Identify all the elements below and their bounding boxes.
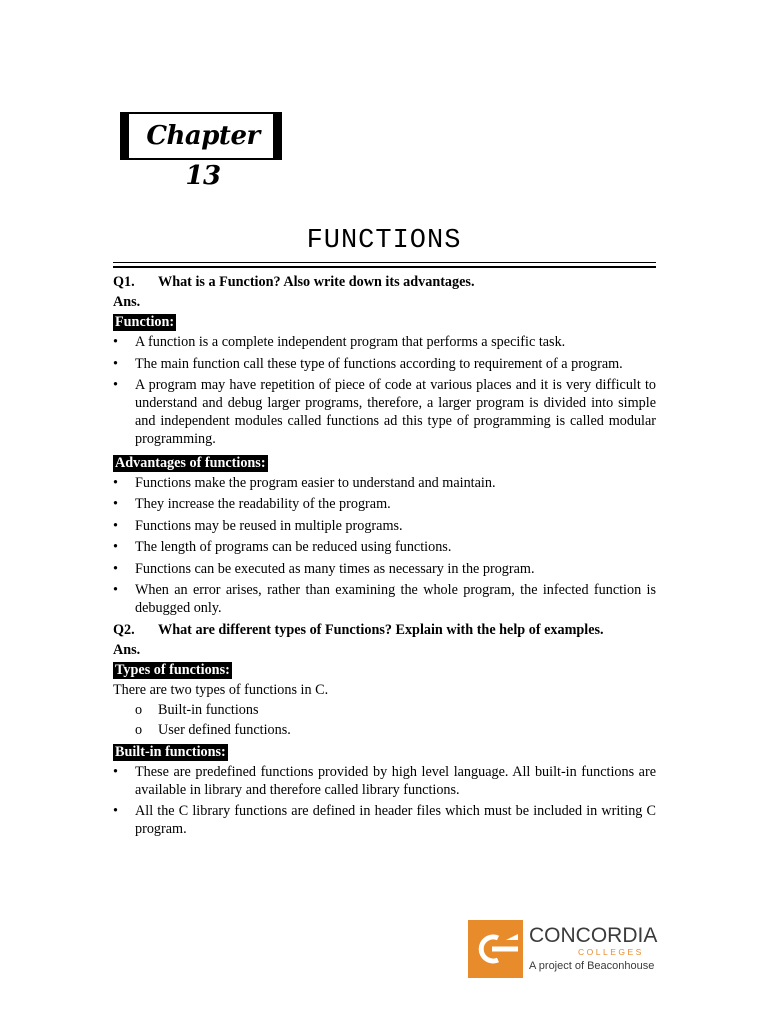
page-title: FUNCTIONS <box>306 226 462 256</box>
bullet-icon: • <box>113 539 118 555</box>
logo-tagline: A project of Beaconhouse <box>529 960 655 972</box>
list-item <box>113 763 656 799</box>
types-heading: Types of functions: <box>115 661 230 678</box>
title-rule-thin <box>113 262 656 263</box>
list-item <box>113 495 656 513</box>
bullet-icon: • <box>113 763 118 780</box>
list-item-text: They increase the readability of the program. <box>135 496 391 512</box>
types-list <box>113 701 656 739</box>
list-item <box>113 355 656 373</box>
builtin-heading: Built-in functions: <box>115 743 226 760</box>
list-item-text: A function is a complete independent program that performs a specific task. <box>135 334 566 350</box>
bullet-icon: • <box>113 355 118 372</box>
chapter-label-box <box>120 112 282 191</box>
function-heading: Function: <box>115 314 175 330</box>
answer-2-label: Ans. <box>113 641 141 658</box>
question-2-number: Q2. <box>113 621 135 638</box>
advantages-heading: Advantages of functions: <box>115 454 266 471</box>
document-body <box>113 271 656 842</box>
bullet-icon: • <box>113 474 118 491</box>
chapter-box-right-bar <box>273 112 282 160</box>
bullet-icon: • <box>113 517 118 534</box>
list-item <box>113 517 656 535</box>
list-item <box>113 721 656 739</box>
question-2 <box>113 621 656 639</box>
bullet-icon: • <box>113 582 118 598</box>
sub-bullet-icon: o <box>135 721 143 738</box>
question-2-text: What are different types of Functions? Explain with the help of examples. <box>158 621 604 638</box>
advantages-bullet-list <box>113 474 656 618</box>
builtin-bullet-list <box>113 763 656 839</box>
bullet-icon: • <box>113 560 118 577</box>
list-item-text: Functions make the program easier to understand and maintain. <box>135 474 496 491</box>
list-item <box>113 560 656 578</box>
title-rule-thick <box>113 266 656 268</box>
answer-1-label: Ans. <box>113 294 141 310</box>
list-item-text: The length of programs can be reduced using functions. <box>135 539 452 555</box>
bullet-icon: • <box>113 334 118 350</box>
list-item-text: A program may have repetition of piece of code at various places and it is very difficult to understand and debug larger programs, therefore, a larger program is divided into simple and independent modules called functions ad this type of programming is called modular programming. <box>135 377 656 447</box>
bullet-icon: • <box>113 803 118 819</box>
question-1-text: What is a Function? Also write down its advantages. <box>158 274 475 290</box>
bullet-icon: • <box>113 496 118 512</box>
list-item <box>113 376 656 448</box>
list-item-text: Built-in functions <box>158 701 259 718</box>
list-item-text: The main function call these type of functions according to requirement of a program. <box>135 355 623 372</box>
list-item <box>113 802 656 838</box>
list-item <box>113 581 656 617</box>
list-item-text: User defined functions. <box>158 721 291 738</box>
question-1 <box>113 273 656 291</box>
types-intro: There are two types of functions in C. <box>113 681 329 698</box>
concordia-logo <box>468 920 658 978</box>
logo-subtitle: COLLEGES <box>578 947 644 957</box>
question-1-number: Q1. <box>113 274 135 290</box>
bullet-icon: • <box>113 377 118 393</box>
list-item <box>113 538 656 556</box>
chapter-label: Chapter 13 <box>146 121 260 191</box>
function-bullet-list <box>113 333 656 448</box>
list-item-text: All the C library functions are defined in header files which must be included in writing C program. <box>135 803 656 837</box>
list-item-text: Functions may be reused in multiple programs. <box>135 517 403 534</box>
concordia-logo-mark-icon <box>468 920 523 978</box>
chapter-box-left-bar <box>120 112 129 160</box>
logo-name: CONCORDIA <box>529 924 658 947</box>
list-item <box>113 333 656 351</box>
sub-bullet-icon: o <box>135 701 143 718</box>
list-item <box>113 701 656 719</box>
list-item-text: Functions can be executed as many times as necessary in the program. <box>135 560 535 577</box>
list-item-text: These are predefined functions provided by high level language. All built-in functions are available in library and therefore called library functions. <box>135 763 656 798</box>
list-item <box>113 474 656 492</box>
list-item-text: When an error arises, rather than examining the whole program, the infected function is debugged only. <box>135 582 656 616</box>
